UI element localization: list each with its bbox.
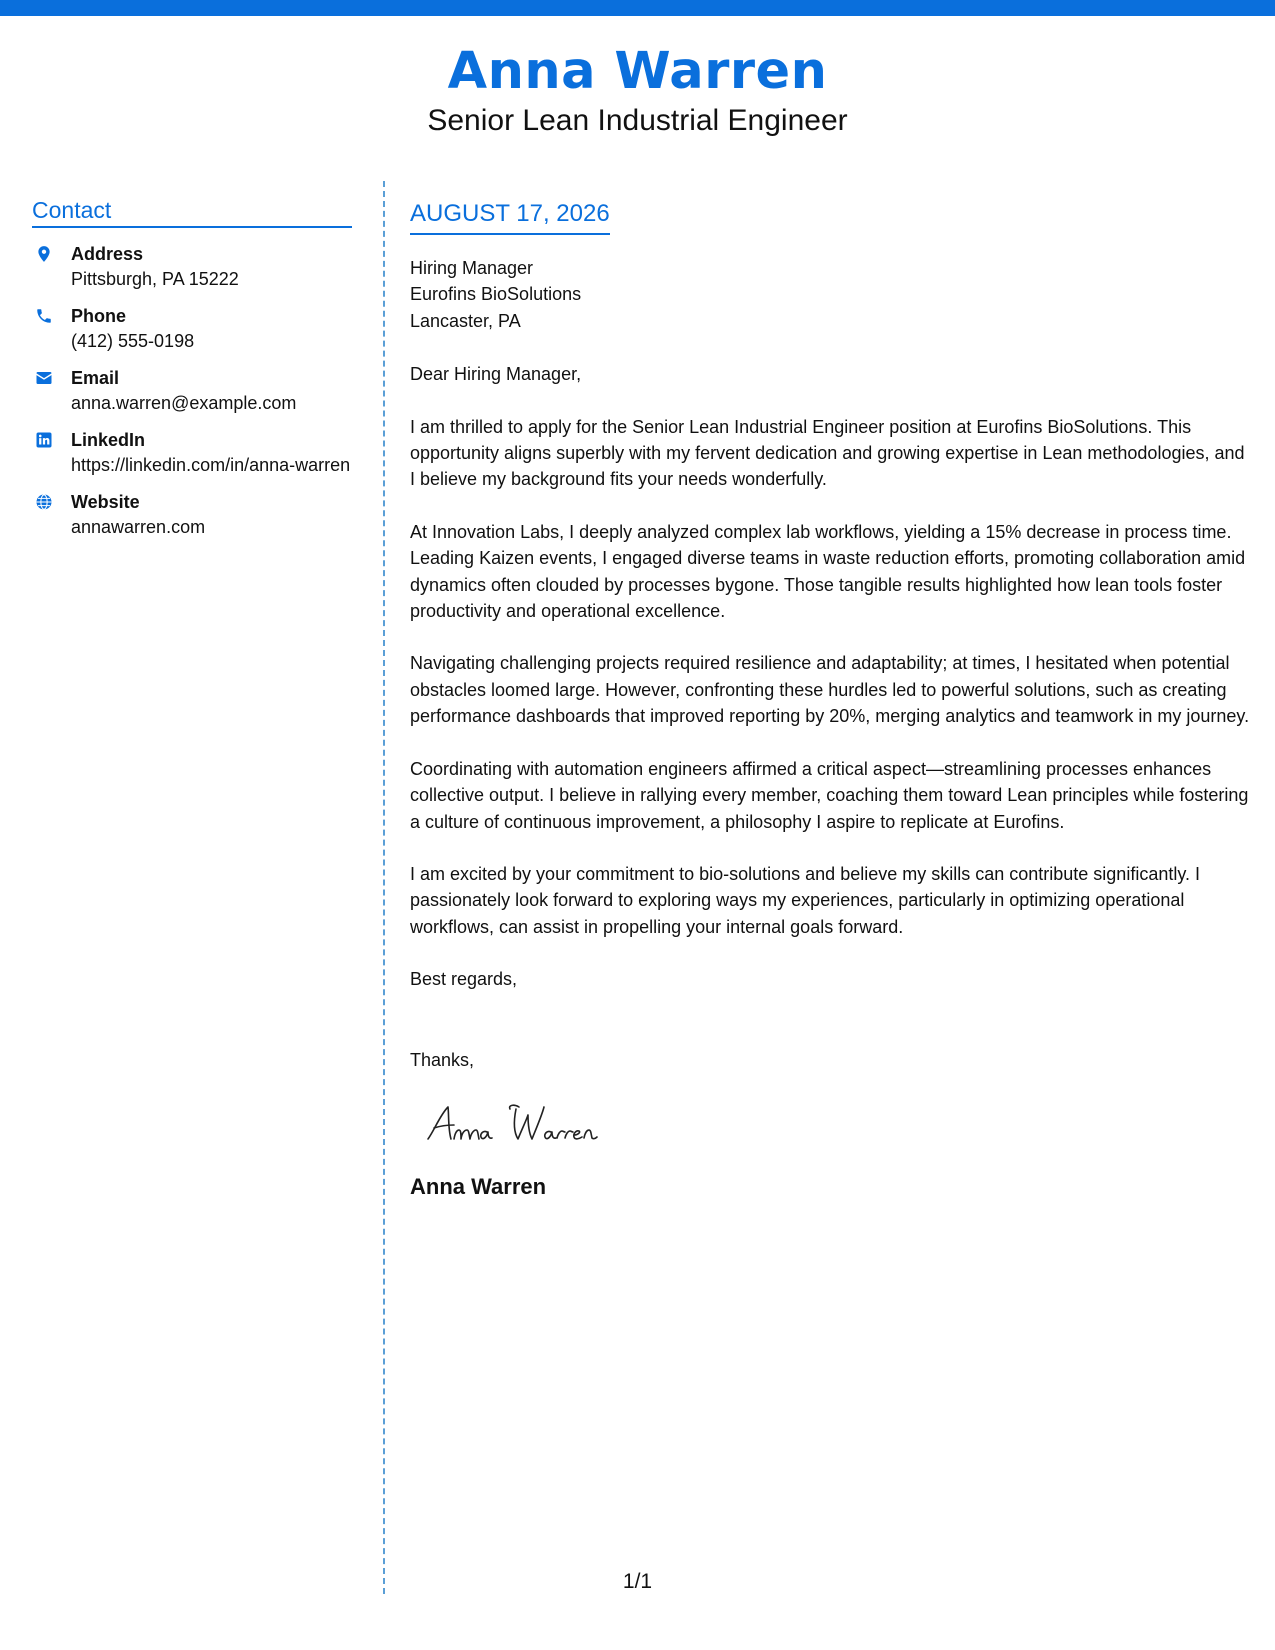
contact-item-address [32,242,352,292]
phone-value[interactable]: (412) 555-0198 [71,331,195,351]
contact-item-email [32,366,352,416]
column-divider [383,181,385,1594]
thanks-line: Thanks, [410,1049,475,1070]
contact-label: LinkedIn [71,430,146,450]
recipient-company: Eurofins BioSolutions [410,284,582,305]
signer-name: Anna Warren [410,1173,547,1199]
envelope-icon [35,369,53,387]
contact-label: Address [71,244,144,264]
body-paragraph: Navigating challenging projects required resilience and adaptability; at times, I hesitated when potential obstacles loomed large. However, confronting these hurdles led to powerful solutions, such as creating performance dashboards that improved reporting by 20%, merging analytics and teamwork in my journey. [410,653,1250,727]
handwritten-signature [424,1101,1250,1145]
body-paragraph: At Innovation Labs, I deeply analyzed complex lab workflows, yielding a 15% decrease in process time. Leading Kaizen events, I engaged diverse teams in waste reduction efforts, promoting collaboration amid dynamics often clouded by processes bygone. Those tangible results highlighted how lean tools foster productivity and operational excellence. [410,521,1246,622]
recipient-location: Lancaster, PA [410,310,521,331]
website-value[interactable]: annawarren.com [71,517,206,537]
contact-label: Email [71,368,120,388]
recipient-line: Hiring Manager [410,258,534,278]
address-value: Pittsburgh, PA 15222 [71,269,239,289]
body-paragraph: I am excited by your commitment to bio-solutions and believe my skills can contribute significantly. I passionately look forward to exploring ways my experiences, particularly in optimizing operational workflows, can assist in propelling your internal goals forward. [410,863,1201,937]
contact-item-linkedin [32,428,352,478]
contact-heading: Contact [32,196,352,228]
recipient-block [410,255,1250,334]
map-pin-icon [35,245,53,263]
body-paragraph: I am thrilled to apply for the Senior Lean Industrial Engineer position at Eurofins BioSolutions. This opportunity aligns superbly with my fervent dedication and growing expertise in Lean methodologies, and I believe my background fits your needs wonderfully. [410,416,1245,490]
closing-line: Best regards, [410,969,518,990]
letter-body [410,199,1250,1201]
email-value[interactable]: anna.warren@example.com [71,393,297,413]
letter-date: AUGUST 17, 2026 [410,199,610,235]
contact-label: Phone [71,306,127,326]
letter-header [0,42,1275,139]
contact-item-phone [32,304,352,354]
linkedin-icon [35,431,53,449]
contact-list [32,242,352,540]
contact-label: Website [71,492,140,512]
page-number: 1/1 [622,1570,653,1593]
phone-icon [35,307,53,325]
salutation: Dear Hiring Manager, [410,364,582,385]
body-paragraph: Coordinating with automation engineers affirmed a critical aspect—streamlining processes enhances collective output. I believe in rallying every member, coaching them toward Lean principles while fostering a culture of continuous improvement, a philosophy I aspire to replicate at Eurofins. [410,758,1249,832]
candidate-title: Senior Lean Industrial Engineer [427,104,848,137]
contact-sidebar [32,196,352,552]
candidate-name: Anna Warren [447,42,828,101]
top-accent-bar [0,0,1275,16]
globe-icon [35,493,53,511]
contact-item-website [32,490,352,540]
linkedin-value[interactable]: https://linkedin.com/in/anna-warren [71,455,351,475]
